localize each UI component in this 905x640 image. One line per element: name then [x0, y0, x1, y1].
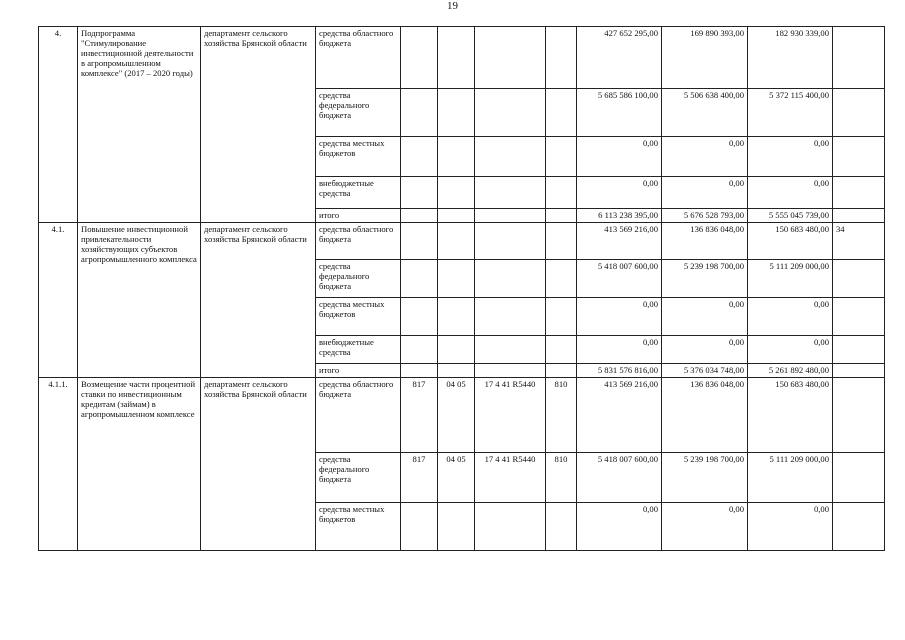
- code-target: [475, 209, 546, 223]
- code-grbs: [401, 503, 438, 551]
- indicator-ref: [833, 378, 885, 453]
- amount-year-3: 150 683 480,00: [748, 223, 833, 260]
- item-name: Повышение инвестиционной привлекательности хозяйствующих субъектов агропромышленного комплекса: [78, 223, 201, 378]
- empty-cell: [833, 453, 885, 503]
- code-grbs: [401, 298, 438, 336]
- code-grbs: [401, 177, 438, 209]
- funding-source: средства местных бюджетов: [316, 298, 401, 336]
- funding-source: внебюджетные средства: [316, 336, 401, 364]
- empty-cell: [833, 89, 885, 137]
- empty-cell: [833, 209, 885, 223]
- amount-year-3: 0,00: [748, 336, 833, 364]
- funding-source: средства местных бюджетов: [316, 503, 401, 551]
- amount-year-1: 6 113 238 395,00: [577, 209, 662, 223]
- amount-year-1: 0,00: [577, 177, 662, 209]
- code-grbs: 817: [401, 378, 438, 453]
- code-section: [438, 223, 475, 260]
- code-target: [475, 260, 546, 298]
- code-target: [475, 298, 546, 336]
- item-executor: департамент сельского хозяйства Брянской области: [201, 378, 316, 551]
- code-expense-type: [546, 137, 577, 177]
- code-target: 17 4 41 R5440: [475, 378, 546, 453]
- code-target: [475, 137, 546, 177]
- code-grbs: [401, 137, 438, 177]
- code-section: 04 05: [438, 453, 475, 503]
- code-section: 04 05: [438, 378, 475, 453]
- code-expense-type: [546, 209, 577, 223]
- item-executor: департамент сельского хозяйства Брянской области: [201, 27, 316, 223]
- amount-year-2: 5 676 528 793,00: [662, 209, 748, 223]
- indicator-ref: 34: [833, 223, 885, 260]
- code-expense-type: [546, 89, 577, 137]
- funding-source: средства федерального бюджета: [316, 260, 401, 298]
- item-name: Подпрограмма "Стимулирование инвестиционной деятельности в агропромышленном комплексе" (2017 – 2020 годы): [78, 27, 201, 223]
- amount-year-1: 5 685 586 100,00: [577, 89, 662, 137]
- code-section: [438, 137, 475, 177]
- code-grbs: [401, 27, 438, 89]
- page-number: 19: [447, 0, 458, 12]
- item-number: 4.1.1.: [39, 378, 78, 551]
- code-section: [438, 27, 475, 89]
- code-expense-type: [546, 503, 577, 551]
- item-number: 4.: [39, 27, 78, 223]
- item-executor: департамент сельского хозяйства Брянской области: [201, 223, 316, 378]
- code-grbs: [401, 209, 438, 223]
- amount-year-1: 0,00: [577, 137, 662, 177]
- funding-source: средства областного бюджета: [316, 223, 401, 260]
- amount-year-1: 0,00: [577, 298, 662, 336]
- empty-cell: [833, 503, 885, 551]
- funding-source: средства областного бюджета: [316, 378, 401, 453]
- empty-cell: [833, 336, 885, 364]
- amount-year-3: 182 930 339,00: [748, 27, 833, 89]
- amount-year-2: 5 506 638 400,00: [662, 89, 748, 137]
- amount-year-2: 136 836 048,00: [662, 223, 748, 260]
- code-section: [438, 177, 475, 209]
- code-grbs: 817: [401, 453, 438, 503]
- funding-source: средства местных бюджетов: [316, 137, 401, 177]
- amount-year-3: 150 683 480,00: [748, 378, 833, 453]
- funding-source: средства областного бюджета: [316, 27, 401, 89]
- amount-year-1: 5 831 576 816,00: [577, 364, 662, 378]
- funding-source: средства федерального бюджета: [316, 89, 401, 137]
- code-target: [475, 223, 546, 260]
- amount-year-2: 0,00: [662, 137, 748, 177]
- code-section: [438, 89, 475, 137]
- code-grbs: [401, 260, 438, 298]
- code-target: [475, 503, 546, 551]
- code-expense-type: [546, 336, 577, 364]
- amount-year-3: 0,00: [748, 137, 833, 177]
- code-section: [438, 336, 475, 364]
- amount-year-2: 5 376 034 748,00: [662, 364, 748, 378]
- amount-year-3: 0,00: [748, 298, 833, 336]
- amount-year-3: 5 555 045 739,00: [748, 209, 833, 223]
- amount-year-2: 0,00: [662, 177, 748, 209]
- code-expense-type: [546, 260, 577, 298]
- code-section: [438, 503, 475, 551]
- amount-year-3: 0,00: [748, 503, 833, 551]
- budget-table: [38, 26, 885, 551]
- empty-cell: [833, 137, 885, 177]
- code-section: [438, 364, 475, 378]
- empty-cell: [833, 364, 885, 378]
- funding-source: внебюджетные средства: [316, 177, 401, 209]
- amount-year-3: 5 111 209 000,00: [748, 453, 833, 503]
- funding-source: итого: [316, 364, 401, 378]
- funding-source: средства федерального бюджета: [316, 453, 401, 503]
- code-expense-type: 810: [546, 453, 577, 503]
- amount-year-1: 413 569 216,00: [577, 223, 662, 260]
- empty-cell: [833, 298, 885, 336]
- code-grbs: [401, 336, 438, 364]
- funding-source: итого: [316, 209, 401, 223]
- amount-year-2: 169 890 393,00: [662, 27, 748, 89]
- table-row: [39, 223, 885, 260]
- code-target: [475, 27, 546, 89]
- code-expense-type: 810: [546, 378, 577, 453]
- amount-year-3: 5 261 892 480,00: [748, 364, 833, 378]
- amount-year-1: 5 418 007 600,00: [577, 260, 662, 298]
- table-row: [39, 378, 885, 453]
- amount-year-3: 0,00: [748, 177, 833, 209]
- code-grbs: [401, 364, 438, 378]
- amount-year-2: 136 836 048,00: [662, 378, 748, 453]
- item-number: 4.1.: [39, 223, 78, 378]
- empty-cell: [833, 177, 885, 209]
- amount-year-2: 0,00: [662, 336, 748, 364]
- indicator-ref: [833, 27, 885, 89]
- code-expense-type: [546, 223, 577, 260]
- code-expense-type: [546, 364, 577, 378]
- code-target: [475, 89, 546, 137]
- amount-year-2: 5 239 198 700,00: [662, 453, 748, 503]
- amount-year-2: 0,00: [662, 503, 748, 551]
- code-expense-type: [546, 177, 577, 209]
- amount-year-3: 5 372 115 400,00: [748, 89, 833, 137]
- code-grbs: [401, 89, 438, 137]
- amount-year-3: 5 111 209 000,00: [748, 260, 833, 298]
- code-target: [475, 336, 546, 364]
- amount-year-1: 5 418 007 600,00: [577, 453, 662, 503]
- code-target: [475, 177, 546, 209]
- amount-year-1: 0,00: [577, 336, 662, 364]
- code-section: [438, 298, 475, 336]
- code-section: [438, 260, 475, 298]
- code-target: 17 4 41 R5440: [475, 453, 546, 503]
- amount-year-2: 5 239 198 700,00: [662, 260, 748, 298]
- amount-year-1: 413 569 216,00: [577, 378, 662, 453]
- amount-year-1: 427 652 295,00: [577, 27, 662, 89]
- empty-cell: [833, 260, 885, 298]
- code-section: [438, 209, 475, 223]
- item-name: Возмещение части процентной ставки по инвестиционным кредитам (займам) в агропромышленном комплексе: [78, 378, 201, 551]
- amount-year-2: 0,00: [662, 298, 748, 336]
- code-expense-type: [546, 27, 577, 89]
- table-row: [39, 27, 885, 89]
- code-grbs: [401, 223, 438, 260]
- amount-year-1: 0,00: [577, 503, 662, 551]
- code-target: [475, 364, 546, 378]
- code-expense-type: [546, 298, 577, 336]
